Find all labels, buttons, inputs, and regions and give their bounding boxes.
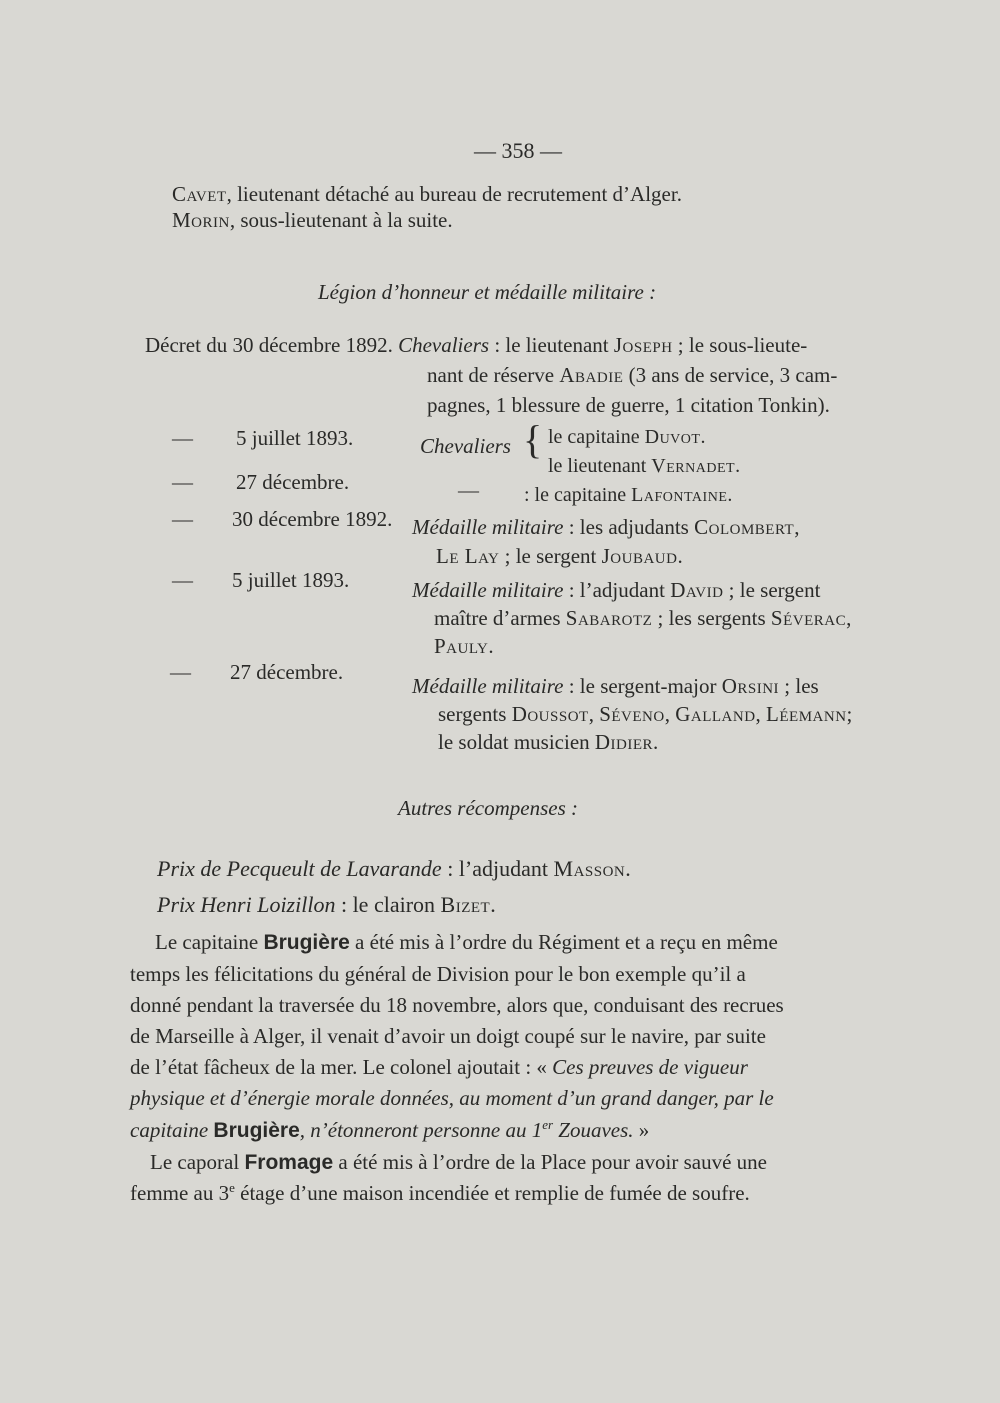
- para-text: Le capitaine: [155, 930, 264, 954]
- row-text: ; le sergent: [723, 578, 821, 602]
- decree-text: nant de réserve: [427, 363, 560, 387]
- para1-line5: [130, 1055, 748, 1080]
- name-colombert: Colombert: [694, 515, 795, 539]
- page-number: — 358 —: [474, 138, 562, 163]
- decree-line-3: pagnes, 1 blessure de guerre, 1 citation Tonkin).: [427, 393, 830, 417]
- prize-2: [157, 892, 496, 918]
- brace-icon: {: [523, 417, 543, 462]
- name-duvot: Duvot: [644, 426, 701, 448]
- row-text: le soldat musicien: [438, 730, 595, 754]
- para2-line1: [150, 1150, 767, 1175]
- morin-text: , sous-lieutenant à la suite.: [229, 208, 453, 232]
- row6-date: 27 décembre.: [230, 660, 344, 684]
- para1-line2: temps les félicitations du général de Division pour le bon exemple qu’il a: [130, 962, 746, 986]
- row-text: ; les sergents: [652, 606, 771, 630]
- decree-lead: Décret du 30 décembre 1892.: [145, 333, 393, 357]
- row-text: ,: [846, 606, 852, 630]
- decree-text: : le lieutenant: [489, 333, 614, 357]
- row-text: : l’adjudant: [563, 578, 671, 602]
- decree-text: (3 ans de service, 3 cam-: [623, 363, 838, 387]
- row2-date: 5 juillet 1893.: [236, 426, 354, 450]
- name-joseph: Joseph: [613, 333, 673, 357]
- row5-line3: [434, 634, 494, 659]
- para-text: étage d’une maison incendiée et remplie de fumée de soufre.: [234, 1181, 750, 1205]
- row-text: .: [653, 730, 659, 754]
- section-title-autres: Autres récompenses :: [398, 796, 579, 820]
- prize-1: [157, 856, 631, 882]
- name-masson: Masson: [553, 856, 626, 881]
- row-text: : les adjudants: [563, 515, 695, 539]
- name-galland: Galland: [675, 702, 756, 726]
- name-didier: Didier: [594, 730, 654, 754]
- row3-line: [524, 484, 732, 507]
- name-fromage: Fromage: [244, 1151, 334, 1174]
- row-text: ,: [588, 702, 600, 726]
- decree-chevaliers: Chevaliers: [398, 333, 490, 357]
- name-vernadet: Vernadet: [651, 455, 736, 477]
- name-cavet: Cavet: [172, 182, 227, 206]
- name-joubaud: Joubaud: [601, 544, 678, 568]
- para-quote: , n’étonneront personne au 1: [299, 1118, 543, 1142]
- para1-line4: de Marseille à Alger, il venait d’avoir un doigt coupé sur le navire, par suite: [130, 1024, 766, 1048]
- para1-line3: donné pendant la traversée du 18 novembre, alors que, conduisant des recrues: [130, 993, 784, 1017]
- section-title-legion: Légion d’honneur et médaille militaire :: [318, 280, 657, 304]
- name-orsini: Orsini: [721, 674, 780, 698]
- row5-line1: [412, 578, 820, 603]
- name-leemann: Léemann: [766, 702, 847, 726]
- row-text: ; le sergent: [499, 544, 602, 568]
- prize-text: : l’adjudant: [441, 856, 554, 881]
- name-le-lay: Le Lay: [436, 544, 500, 568]
- para-text: a été mis à l’ordre du Régiment et a reçu en même: [349, 930, 778, 954]
- cavet-text: , lieutenant détaché au bureau de recrutement d’Alger.: [226, 182, 682, 206]
- para-quote: Zouaves.: [553, 1118, 634, 1142]
- row-text: ; les: [779, 674, 819, 698]
- superscript: e: [229, 1180, 235, 1195]
- name-brugiere: Brugière: [263, 931, 350, 954]
- para-text: a été mis à l’ordre de la Place pour avoir sauvé une: [333, 1150, 767, 1174]
- row2-label: Chevaliers: [420, 434, 511, 458]
- para-text: de l’état fâcheux de la mer. Le colonel ajoutait : «: [130, 1055, 553, 1079]
- row6-dash: —: [170, 660, 191, 684]
- row-text: sergents: [438, 702, 512, 726]
- row-text: .: [677, 544, 683, 568]
- decree-line-1: [145, 333, 807, 358]
- row5-date: 5 juillet 1893.: [232, 568, 350, 592]
- row5-label: Médaille militaire: [412, 578, 564, 602]
- row3-label: —: [458, 478, 479, 502]
- row2-line1: [548, 426, 705, 449]
- row-text: ,: [664, 702, 676, 726]
- row-text: maître d’armes: [434, 606, 566, 630]
- row-text: .: [700, 426, 706, 448]
- row3-date: 27 décembre.: [236, 470, 350, 494]
- name-abadie: Abadie: [559, 363, 624, 387]
- row-text: .: [735, 455, 741, 477]
- cavet-line: [172, 182, 682, 207]
- name-seveno: Séveno: [599, 702, 665, 726]
- row6-line3: [438, 730, 658, 755]
- row3-dash: —: [172, 470, 193, 494]
- row-text: le lieutenant: [548, 455, 652, 477]
- para-quote: Ces preuves de vigueur: [552, 1055, 748, 1079]
- morin-line: [172, 208, 453, 233]
- name-david: David: [670, 578, 724, 602]
- para-text: femme au 3: [130, 1181, 230, 1205]
- para1-line1: [155, 930, 778, 955]
- para1-line7: [130, 1117, 649, 1143]
- row4-label: Médaille militaire: [412, 515, 564, 539]
- name-pauly: Pauly: [434, 634, 489, 658]
- para-quote: capitaine: [130, 1118, 214, 1142]
- row5-line2: [434, 606, 851, 631]
- para-text: »: [633, 1118, 650, 1142]
- row-text: ,: [755, 702, 767, 726]
- para-text: Le caporal: [150, 1150, 245, 1174]
- row2-dash: —: [172, 426, 193, 450]
- name-sabarotz: Sabarotz: [565, 606, 653, 630]
- row2-line2: [548, 455, 740, 478]
- row6-line1: [412, 674, 819, 699]
- superscript: er: [542, 1117, 554, 1132]
- decree-text: ; le sous-lieute-: [672, 333, 808, 357]
- row-text: : le capitaine: [524, 484, 632, 506]
- row-text: : le sergent-major: [563, 674, 722, 698]
- row4-line2: [436, 544, 683, 569]
- prize-1-label: Prix de Pecqueult de Lavarande: [157, 856, 442, 881]
- name-morin: Morin: [172, 208, 230, 232]
- row4-date: 30 décembre 1892.: [232, 507, 393, 531]
- prize-text: : le clairon: [335, 892, 441, 917]
- name-brugiere-2: Brugière: [213, 1119, 300, 1142]
- row-text: .: [727, 484, 733, 506]
- name-doussot: Doussot: [511, 702, 589, 726]
- row6-label: Médaille militaire: [412, 674, 564, 698]
- name-lafontaine: Lafontaine: [631, 484, 728, 506]
- row4-line1: [412, 515, 799, 540]
- name-severac: Séverac: [770, 606, 847, 630]
- decree-line-2: [427, 363, 837, 388]
- row4-dash: —: [172, 507, 193, 531]
- para2-line2: [130, 1180, 750, 1206]
- prize-text: .: [490, 892, 496, 917]
- row5-dash: —: [172, 568, 193, 592]
- para1-line6: physique et d’énergie morale données, au moment d’un grand danger, par le: [130, 1086, 774, 1110]
- row-text: ;: [846, 702, 853, 726]
- row-text: le capitaine: [548, 426, 645, 448]
- prize-text: .: [625, 856, 631, 881]
- name-bizet: Bizet: [440, 892, 491, 917]
- row-text: .: [488, 634, 494, 658]
- row-text: ,: [794, 515, 800, 539]
- row6-line2: [438, 702, 852, 727]
- prize-2-label: Prix Henri Loizillon: [157, 892, 336, 917]
